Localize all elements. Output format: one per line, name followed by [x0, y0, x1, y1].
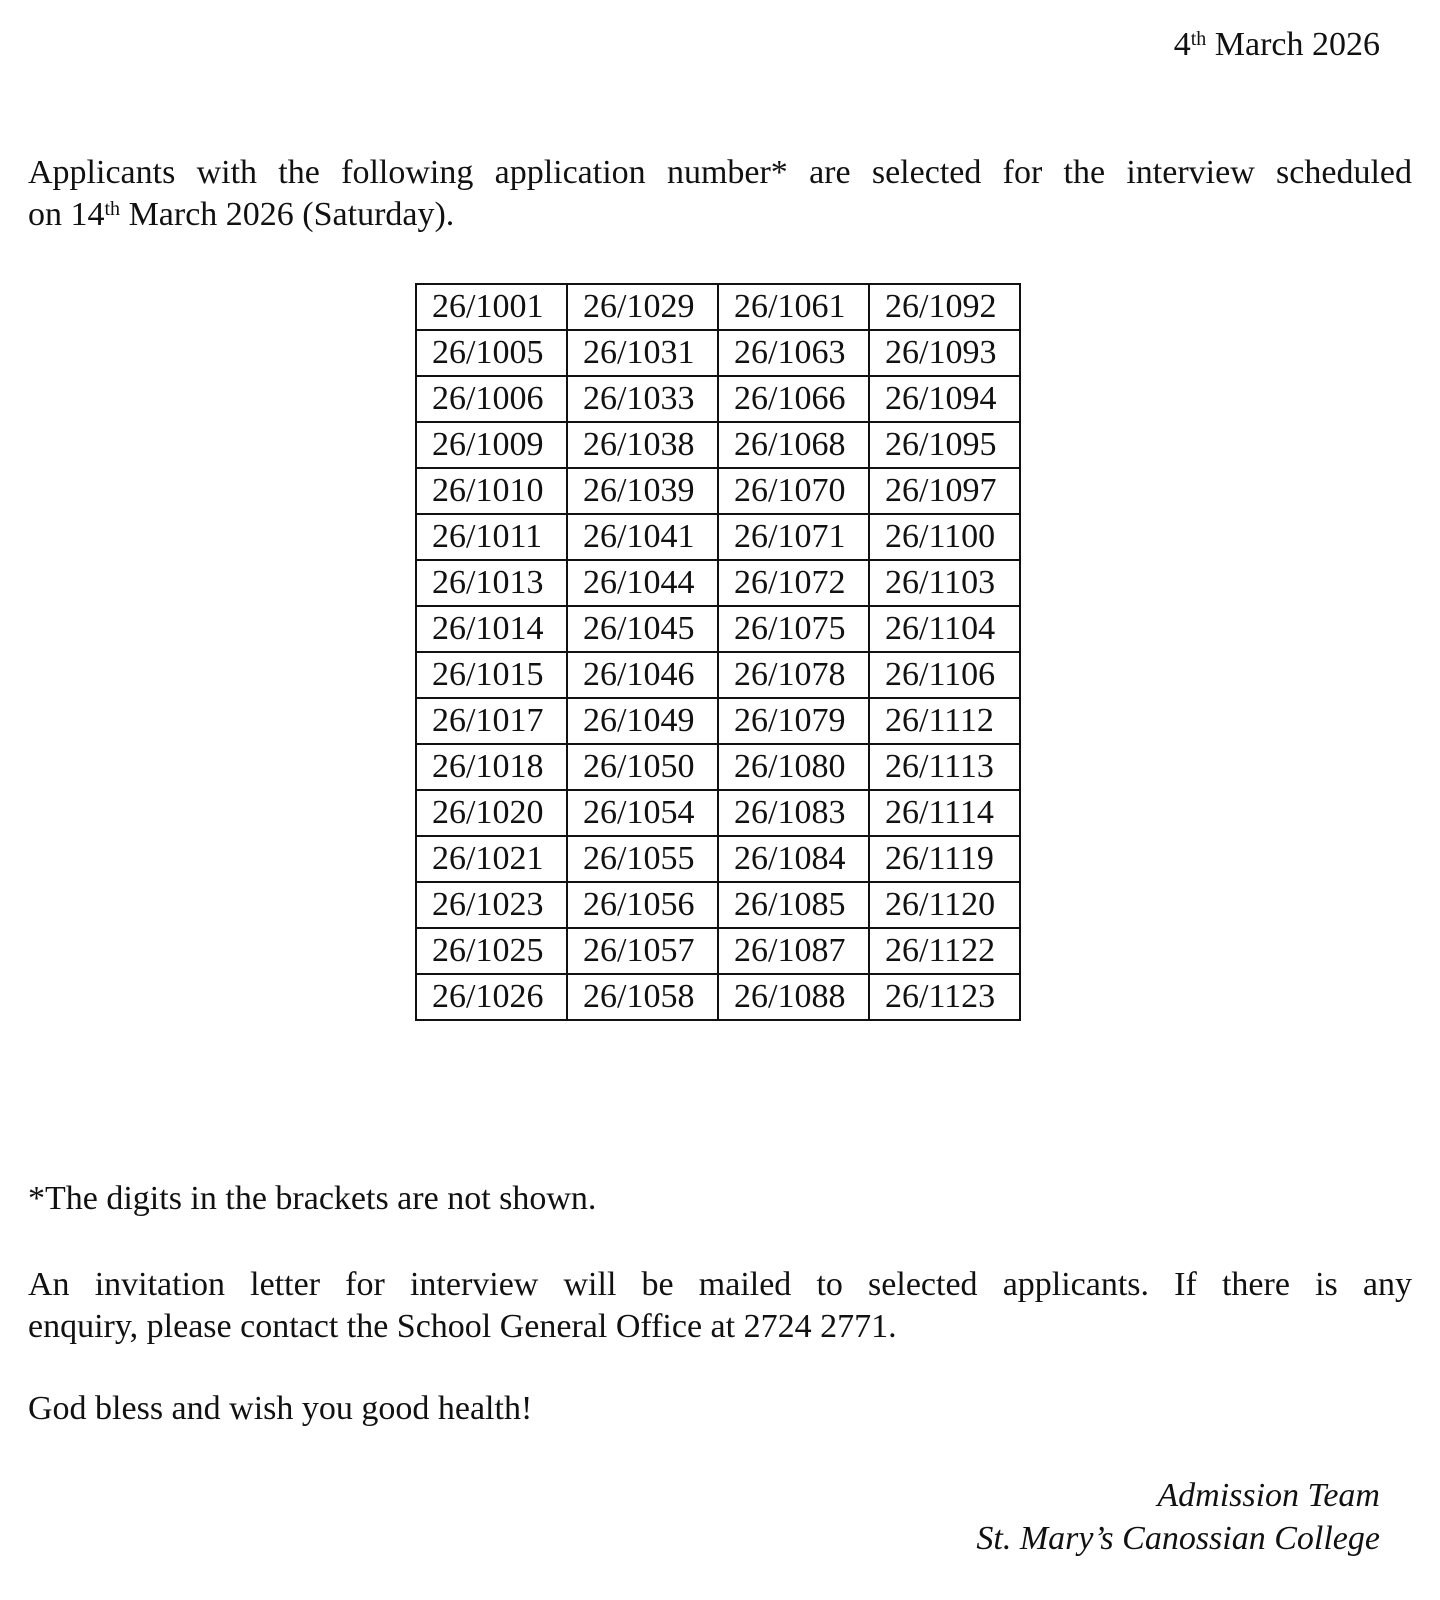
application-number-cell: 26/1005	[416, 330, 567, 376]
application-number-cell: 26/1014	[416, 606, 567, 652]
table-row	[416, 376, 1020, 422]
application-number-cell: 26/1106	[869, 652, 1020, 698]
application-number-cell: 26/1095	[869, 422, 1020, 468]
application-numbers-table	[415, 283, 1021, 1021]
application-number-cell: 26/1001	[416, 284, 567, 330]
application-number-cell: 26/1061	[718, 284, 869, 330]
application-number-cell: 26/1044	[567, 560, 718, 606]
date-month-year: March 2026	[1206, 26, 1380, 63]
table-row	[416, 652, 1020, 698]
application-number-cell: 26/1093	[869, 330, 1020, 376]
application-number-cell: 26/1080	[718, 744, 869, 790]
invitation-line-1: An invitation letter for interview will be mailed to selected applicants. If there is any	[28, 1266, 1412, 1303]
application-number-cell: 26/1050	[567, 744, 718, 790]
application-number-cell: 26/1120	[869, 882, 1020, 928]
table-row	[416, 744, 1020, 790]
application-number-cell: 26/1006	[416, 376, 567, 422]
application-number-cell: 26/1021	[416, 836, 567, 882]
table-row	[416, 974, 1020, 1020]
table-row	[416, 330, 1020, 376]
signature-block	[976, 1474, 1380, 1560]
blessing-text: God bless and wish you good health!	[28, 1390, 533, 1427]
application-number-cell: 26/1063	[718, 330, 869, 376]
table-row	[416, 284, 1020, 330]
application-number-cell: 26/1084	[718, 836, 869, 882]
table-row	[416, 606, 1020, 652]
application-number-cell: 26/1100	[869, 514, 1020, 560]
application-number-cell: 26/1112	[869, 698, 1020, 744]
interview-date-suffix: th	[104, 197, 121, 220]
application-number-cell: 26/1104	[869, 606, 1020, 652]
application-number-cell: 26/1045	[567, 606, 718, 652]
application-number-cell: 26/1083	[718, 790, 869, 836]
application-number-cell: 26/1071	[718, 514, 869, 560]
application-number-cell: 26/1046	[567, 652, 718, 698]
application-number-cell: 26/1033	[567, 376, 718, 422]
application-number-cell: 26/1087	[718, 928, 869, 974]
table-row	[416, 836, 1020, 882]
application-number-cell: 26/1025	[416, 928, 567, 974]
table-row	[416, 790, 1020, 836]
application-number-cell: 26/1122	[869, 928, 1020, 974]
table-row	[416, 560, 1020, 606]
application-number-cell: 26/1023	[416, 882, 567, 928]
application-number-cell: 26/1055	[567, 836, 718, 882]
table-row	[416, 514, 1020, 560]
application-number-cell: 26/1049	[567, 698, 718, 744]
application-number-cell: 26/1054	[567, 790, 718, 836]
application-number-cell: 26/1103	[869, 560, 1020, 606]
application-numbers-body	[416, 284, 1020, 1020]
application-number-cell: 26/1075	[718, 606, 869, 652]
application-number-cell: 26/1113	[869, 744, 1020, 790]
application-number-cell: 26/1015	[416, 652, 567, 698]
footnote: *The digits in the brackets are not shown.	[28, 1180, 597, 1217]
invitation-paragraph	[28, 1264, 1412, 1348]
signature-school: St. Mary’s Canossian College	[976, 1520, 1380, 1557]
application-number-cell: 26/1057	[567, 928, 718, 974]
application-number-cell: 26/1079	[718, 698, 869, 744]
signature-team: Admission Team	[1157, 1477, 1380, 1514]
application-number-cell: 26/1070	[718, 468, 869, 514]
application-number-cell: 26/1094	[869, 376, 1020, 422]
application-number-cell: 26/1092	[869, 284, 1020, 330]
application-number-cell: 26/1041	[567, 514, 718, 560]
application-number-cell: 26/1018	[416, 744, 567, 790]
table-row	[416, 698, 1020, 744]
intro-line-1: Applicants with the following application number* are selected for the interview scheduled	[28, 154, 1412, 191]
table-row	[416, 468, 1020, 514]
interview-date-rest: March 2026 (Saturday).	[120, 196, 455, 233]
application-number-cell: 26/1119	[869, 836, 1020, 882]
application-number-cell: 26/1056	[567, 882, 718, 928]
application-number-cell: 26/1010	[416, 468, 567, 514]
intro-paragraph	[28, 152, 1412, 236]
application-number-cell: 26/1029	[567, 284, 718, 330]
application-number-cell: 26/1066	[718, 376, 869, 422]
application-number-cell: 26/1085	[718, 882, 869, 928]
application-number-cell: 26/1013	[416, 560, 567, 606]
application-number-cell: 26/1072	[718, 560, 869, 606]
date-suffix: th	[1190, 27, 1207, 50]
interview-date-prefix: on 14	[28, 196, 105, 233]
date-day: 4	[1173, 26, 1191, 63]
application-number-cell: 26/1031	[567, 330, 718, 376]
table-row	[416, 882, 1020, 928]
table-row	[416, 928, 1020, 974]
application-number-cell: 26/1011	[416, 514, 567, 560]
application-number-cell: 26/1017	[416, 698, 567, 744]
application-number-cell: 26/1088	[718, 974, 869, 1020]
application-number-cell: 26/1123	[869, 974, 1020, 1020]
table-row	[416, 422, 1020, 468]
application-number-cell: 26/1009	[416, 422, 567, 468]
application-number-cell: 26/1058	[567, 974, 718, 1020]
application-number-cell: 26/1020	[416, 790, 567, 836]
application-number-cell: 26/1038	[567, 422, 718, 468]
application-number-cell: 26/1026	[416, 974, 567, 1020]
application-number-cell: 26/1114	[869, 790, 1020, 836]
document-date	[1174, 26, 1380, 64]
intro-line-2	[28, 194, 1412, 236]
application-number-cell: 26/1039	[567, 468, 718, 514]
application-number-cell: 26/1068	[718, 422, 869, 468]
invitation-line-2: enquiry, please contact the School General Office at 2724 2771.	[28, 1308, 897, 1345]
application-number-cell: 26/1078	[718, 652, 869, 698]
application-number-cell: 26/1097	[869, 468, 1020, 514]
